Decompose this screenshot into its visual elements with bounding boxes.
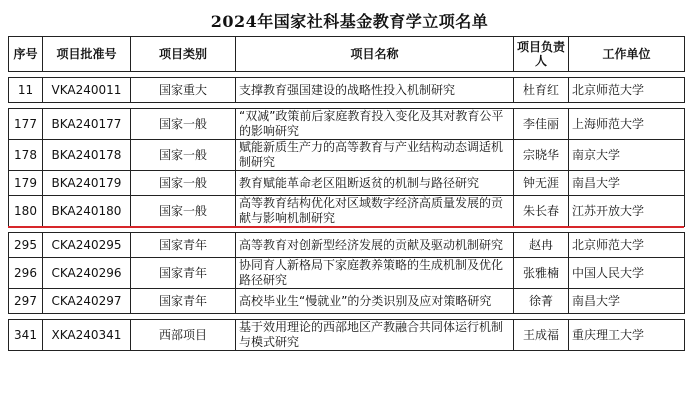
cell-seq: 180 <box>9 196 43 227</box>
cell-category: 国家青年 <box>131 233 236 258</box>
cell-project-name: 支撑教育强国建设的战略性投入机制研究 <box>236 78 514 103</box>
cell-approval-no: BKA240178 <box>43 140 131 171</box>
header-seq: 序号 <box>9 37 43 72</box>
cell-leader: 钟无涯 <box>514 171 569 196</box>
cell-leader: 张雅楠 <box>514 258 569 289</box>
cell-leader: 朱长春 <box>514 196 569 227</box>
cell-leader: 王成福 <box>514 320 569 351</box>
cell-approval-no: CKA240295 <box>43 233 131 258</box>
header-project-name: 项目名称 <box>236 37 514 72</box>
table-row <box>9 258 685 289</box>
page-title: 2024年国家社科基金教育学立项名单 <box>210 12 489 31</box>
cell-category: 国家一般 <box>131 140 236 171</box>
cell-approval-no: VKA240011 <box>43 78 131 103</box>
cell-category: 国家青年 <box>131 289 236 314</box>
highlight-underline <box>8 226 684 228</box>
cell-institution: 上海师范大学 <box>569 109 685 140</box>
cell-leader: 赵冉 <box>514 233 569 258</box>
header-leader: 项目负责人 <box>514 37 569 72</box>
table-row <box>9 109 685 140</box>
header-category: 项目类别 <box>131 37 236 72</box>
cell-project-name: 协同育人新格局下家庭教养策略的生成机制及优化路径研究 <box>236 258 514 289</box>
cell-category: 国家重大 <box>131 78 236 103</box>
cell-seq: 179 <box>9 171 43 196</box>
cell-seq: 178 <box>9 140 43 171</box>
cell-seq: 341 <box>9 320 43 351</box>
project-table <box>8 36 685 351</box>
cell-leader: 宗晓华 <box>514 140 569 171</box>
table-header-row <box>9 37 685 72</box>
cell-category: 国家一般 <box>131 171 236 196</box>
cell-leader: 李佳丽 <box>514 109 569 140</box>
cell-seq: 296 <box>9 258 43 289</box>
cell-project-name: 基于效用理论的西部地区产教融合共同体运行机制与模式研究 <box>236 320 514 351</box>
cell-project-name: 高等教育结构优化对区域数字经济高质量发展的贡献与影响机制研究 <box>236 196 514 227</box>
cell-leader: 徐菁 <box>514 289 569 314</box>
cell-approval-no: CKA240296 <box>43 258 131 289</box>
cell-institution: 南昌大学 <box>569 171 685 196</box>
header-approval-no: 项目批准号 <box>43 37 131 72</box>
cell-approval-no: BKA240180 <box>43 196 131 227</box>
cell-approval-no: XKA240341 <box>43 320 131 351</box>
table-row <box>9 233 685 258</box>
cell-seq: 177 <box>9 109 43 140</box>
table-row <box>9 320 685 351</box>
table-row <box>9 289 685 314</box>
cell-leader: 杜育红 <box>514 78 569 103</box>
cell-category: 西部项目 <box>131 320 236 351</box>
table-row <box>9 171 685 196</box>
cell-approval-no: BKA240177 <box>43 109 131 140</box>
header-institution: 工作单位 <box>569 37 685 72</box>
cell-institution: 北京师范大学 <box>569 233 685 258</box>
cell-category: 国家一般 <box>131 109 236 140</box>
cell-institution: 江苏开放大学 <box>569 196 685 227</box>
cell-seq: 295 <box>9 233 43 258</box>
cell-institution: 重庆理工大学 <box>569 320 685 351</box>
cell-institution: 南京大学 <box>569 140 685 171</box>
cell-project-name: 高等教育对创新型经济发展的贡献及驱动机制研究 <box>236 233 514 258</box>
cell-seq: 297 <box>9 289 43 314</box>
cell-project-name: 教育赋能革命老区阻断返贫的机制与路径研究 <box>236 171 514 196</box>
cell-institution: 中国人民大学 <box>569 258 685 289</box>
cell-project-name: 高校毕业生“慢就业”的分类识别及应对策略研究 <box>236 289 514 314</box>
table-row <box>9 78 685 103</box>
cell-category: 国家青年 <box>131 258 236 289</box>
cell-project-name: “双减”政策前后家庭教育投入变化及其对教育公平的影响研究 <box>236 109 514 140</box>
cell-approval-no: CKA240297 <box>43 289 131 314</box>
cell-category: 国家一般 <box>131 196 236 227</box>
table-row <box>9 140 685 171</box>
cell-institution: 南昌大学 <box>569 289 685 314</box>
cell-institution: 北京师范大学 <box>569 78 685 103</box>
table-row <box>9 196 685 227</box>
cell-approval-no: BKA240179 <box>43 171 131 196</box>
cell-project-name: 赋能新质生产力的高等教育与产业结构动态调适机制研究 <box>236 140 514 171</box>
cell-seq: 11 <box>9 78 43 103</box>
